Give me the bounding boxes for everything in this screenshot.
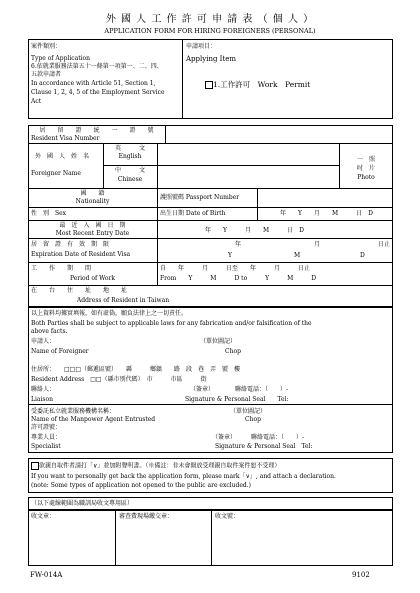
pickup-en-2: (note: Some types of application not opened to the public are excluded.) [31,482,251,489]
liaison-sign-zh: （簽章） 聯絡電話：（ ）- [190,386,289,393]
name-label-en: Foreigner Name [31,170,81,177]
specialist-sign-en: Signature & Personal Seal Tel: [215,443,313,450]
nationality-label-zh: 國 籍 [80,190,105,197]
visa-month-zh: 月 [314,241,321,248]
pickup-en-1: If you want to personally get back the application form, please mark「∨」, and attach a declaration. [31,473,336,480]
entry-label-en: Most Recent Entry Date [55,230,130,237]
address-label-zh: 在 台 住 址 地 址 [31,287,128,294]
work-permit-checkbox[interactable] [205,81,213,89]
resident-address-zh: 住居所： □□□（郵遞區號） 縣 鄉鎮 路 段 巷 弄 號 樓 [31,366,241,373]
rule [157,220,158,285]
form-id: FW-014A [30,571,63,579]
entry-ymd: 年 Y 月 M 日 D [205,227,304,234]
entry-label-zh: 最 近 入 國 日 期 [59,222,126,229]
work-permit-option-label: 1.工作許可 Work Permit [213,80,311,89]
passport-field[interactable] [258,189,392,206]
english-label-zh: 英 文 [114,145,145,152]
dob-label: 出生日期 Date of Birth [160,210,226,217]
rule [28,262,393,263]
work-period-zh: 自 年 月 日至 年 月 日止 [160,265,311,272]
form-version: 9102 [352,571,370,579]
rule [211,510,212,566]
rule [28,207,393,208]
applicant-stamp: （單位圖記） [200,338,237,345]
liaison-label-zh: 聯絡人： [31,386,56,393]
english-name-field[interactable] [158,144,338,164]
chinese-label-zh: 中 文 [114,167,145,174]
specialist-label-zh: 專業人員： [31,434,62,441]
office-note: （以下處線範圍為職訓局收文專用區） [31,500,134,507]
chinese-label-en: Chinese [117,176,143,183]
agent-label-en: Name of the Manpower Agent Entrusted [31,416,156,423]
visa-day-en: D [360,252,365,259]
name-label-zh: 外 國 人 姓 名 [35,153,90,160]
case-law-zh-2: 五款申請者 [31,71,62,78]
case-divider [182,39,183,119]
work-period-label-zh: 工 作 期 間 [31,265,92,272]
visa-day-zh: 日止 [378,241,391,248]
work-period-label-en: Period of Work [69,275,116,282]
rule [28,238,393,239]
address-label-en: Address of Resident in Taiwan [76,297,170,304]
nationality-label-en: Nationality [75,198,110,205]
photo-label-zh-1: 一 照 [356,156,375,163]
passport-label: 護照號碼 Passport Number [160,194,240,201]
visa-label-zh: 居 留 證 有 效 期 限 [31,241,110,248]
rule [157,188,158,220]
work-period-en: From Y M D to Y M D [160,275,317,282]
visa-label-en: Expiration Date of Resident Visa [31,251,131,258]
dob-ymd: 年 Y 月 M 日 D [280,210,373,217]
pickup-zh: 欲親自取件者請打「∨」並加附聲明書。（※備註：非未會開放受理親自取件案件恕不受理） [39,462,281,470]
ruc-label-zh: 居 留 證 統 一 證 號 [39,127,154,134]
photo-label-zh-2: 吋 片 [356,165,375,172]
specialist-label-en: Specialist [31,443,61,450]
review-fee-label: 審查費現場繳交章： [119,513,174,520]
agent-chop: Chop [245,416,261,423]
liaison-label-en: Liaison [31,396,53,403]
declaration-zh: 以上資料均據實填報，如有虛偽，願負法律上之一切責任。 [31,310,188,317]
case-section [28,39,393,119]
applicant-label-en: Name of Foreigner [31,348,89,355]
ruc-field[interactable] [166,126,392,142]
liaison-sign-en: Signature & Personal Seal Tel: [185,396,289,403]
license-label: 許可證號： [31,424,62,431]
form-title-en: APPLICATION FORM FOR HIRING FOREIGNERS (PERSONAL) [104,27,316,35]
sex-label: 性 別 Sex [31,210,67,217]
chinese-name-field[interactable] [158,166,338,187]
form-title-zh: 外 國 人 工 作 許 可 申 請 表 （ 個 人 ） [105,14,315,25]
rule [28,285,393,286]
case-type-label-zh: 案件類別： [31,43,62,50]
specialist-sign-zh: （簽章） 聯絡電話：（ ）- [212,434,305,441]
applicant-chop: Chop [225,348,241,355]
agent-stamp: （單位圖記） [230,408,267,415]
visa-year-zh: 年 [235,241,242,248]
case-type-label-en: Type of Application [31,55,91,62]
applicant-label-zh: 申請人： [31,338,56,345]
visa-year-en: Y [228,252,232,259]
case-law-en-1: In accordance with Article 51, Section 1, [31,80,156,87]
received-stamp-label: 收文章： [31,513,56,520]
declaration-en-1: Both Parties shall be subject to applicable laws for any fabrication and/or falsification of the [31,320,312,327]
ruc-label-en: Resident Visa Number [31,135,100,142]
declaration-en-2: above facts. [31,328,68,335]
case-law-zh-1: 6.依就業服務法第五十一條第一項第一、二、四、 [31,63,163,70]
agent-label-zh: 受委託私立就業服務機構名稱： [31,408,116,415]
pickup-option[interactable] [31,462,280,470]
photo-label-en: Photo [357,174,375,181]
case-law-en-3: Act [31,98,42,105]
apply-item-label-en: Applying Item [186,55,237,63]
visa-month-en: M [294,252,301,259]
receipt-number-label: 收文號： [215,513,240,520]
rule [28,404,393,405]
pickup-checkbox[interactable] [31,462,39,470]
rule [28,220,393,221]
rule [115,510,116,566]
work-permit-option[interactable] [205,80,310,89]
english-label-en: English [118,153,142,160]
apply-item-label-zh: 申請項目： [186,43,217,50]
case-law-en-2: Clause 1, 2, 4, 5 of the Employment Service [31,89,165,96]
resident-address-en: Resident Address □□（縣市別代碼） 市 市區 街 [31,376,207,383]
